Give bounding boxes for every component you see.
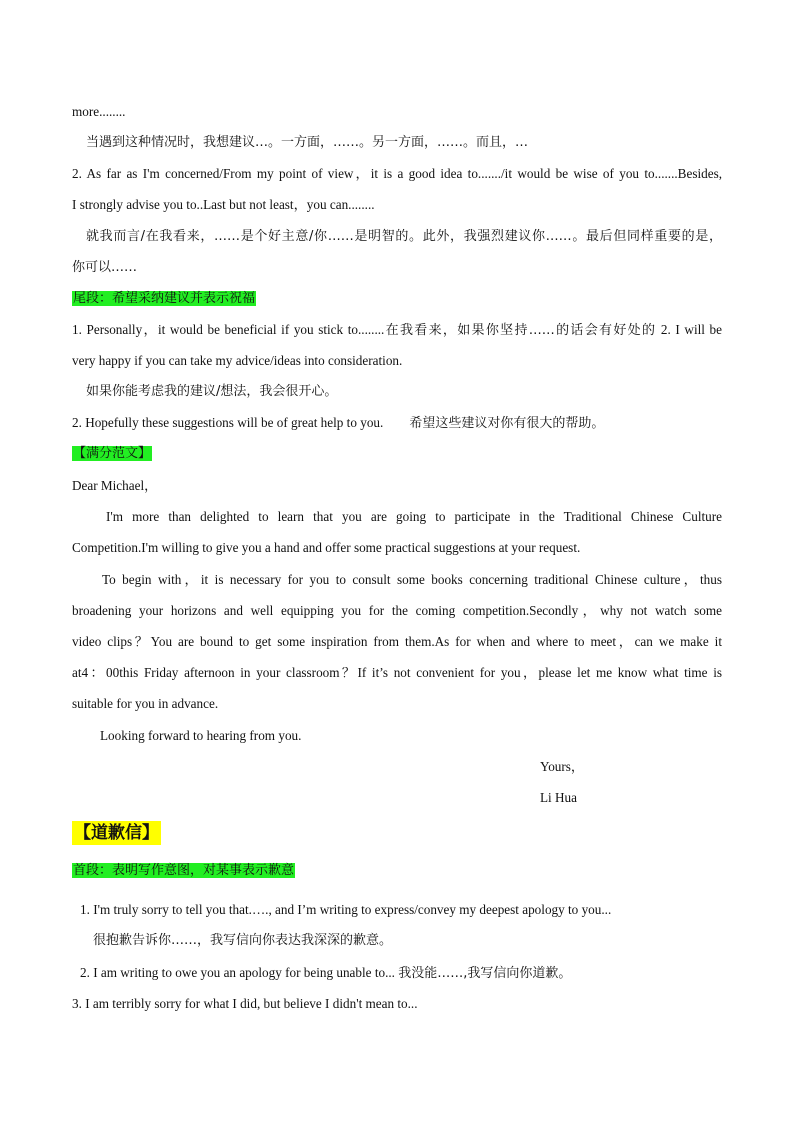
text-line-part: 1. Personally，it would be beneficial if you stick to........ [72,322,385,337]
text-line-part: 我没能……,我写信向你道歉。 [398,966,572,981]
section-heading-sample [72,445,722,463]
section-heading-closing [72,290,722,308]
section-heading-opening [72,862,722,880]
text-line-part: 希望这些建议对你有很大的帮助。 [409,416,605,431]
text-line [72,414,722,433]
chinese-translation: 如果你能考虑我的建议/想法，我会很开心。 [86,384,338,399]
text-line-part: 2. I will be [656,322,722,337]
heading-text: 【满分范文】 [73,446,152,461]
text-line [72,321,722,339]
chinese-translation: 你可以…… [72,260,138,275]
section-title-apology: 【道歉信】 [74,823,159,843]
letter-body-line: To begin with，it is necessary for you to consult some books concerning traditional Chinese culture，thus [102,572,722,587]
text-line: 3. I am terribly sorry for what I did, but believe I didn't mean to... [72,996,418,1011]
letter-body-line: video clips？You are bound to get some inspiration from them.As for when and where to meet，can we make it [72,634,722,649]
text-line: I strongly advise you to..Last but not least，you can........ [72,197,375,212]
letter-body-line: broadening your horizons and well equipping you for the coming competition.Secondly，why not watch some [72,603,722,618]
chinese-translation: 当遇到这种情况时，我想建议…。一方面，……。另一方面，……。而且，… [86,135,529,150]
letter-signoff: Yours， [540,759,585,774]
chinese-translation: 很抱歉告诉你……，我写信向你表达我深深的歉意。 [93,933,393,948]
heading-text: 首段：表明写作意图，对某事表示歉意 [73,863,295,878]
text-line [80,964,730,983]
letter-body-line: Competition.I'm willing to give you a hand and offer some practical suggestions at your request. [72,540,581,555]
text-line: more........ [72,104,126,119]
text-line-part: 在我看来，如果你坚持……的话会有好处的 [384,323,657,338]
chinese-translation: 就我而言/在我看来，……是个好主意/你……是明智的。此外，我强烈建议你……。最后但同样重要的是， [86,229,722,244]
letter-body-line: at4：00this Friday afternoon in your classroom？If it’s not convenient for you，please let me know what time is [72,665,722,680]
text-line: very happy if you can take my advice/ideas into consideration. [72,353,403,368]
letter-signature: Li Hua [540,790,577,805]
letter-closing-line: Looking forward to hearing from you. [100,728,302,743]
text-line: 2. As far as I'm concerned/From my point of view，it is a good idea to......./it would be wise of you to.......Besides, [72,166,722,181]
letter-salutation: Dear Michael， [72,478,158,493]
text-line-part: 2. I am writing to owe you an apology for being unable to... [80,965,399,980]
heading-text: 尾段：希望采纳建议并表示祝福 [73,291,256,306]
letter-body-line: I'm more than delighted to learn that you are going to participate in the Traditional Chinese Culture [106,509,722,524]
letter-body-line: suitable for you in advance. [72,696,219,711]
text-line: 1. I'm truly sorry to tell you that.…., and I’m writing to express/convey my deepest apology to you... [80,902,612,917]
text-line-part: 2. Hopefully these suggestions will be of great help to you. [72,415,384,430]
